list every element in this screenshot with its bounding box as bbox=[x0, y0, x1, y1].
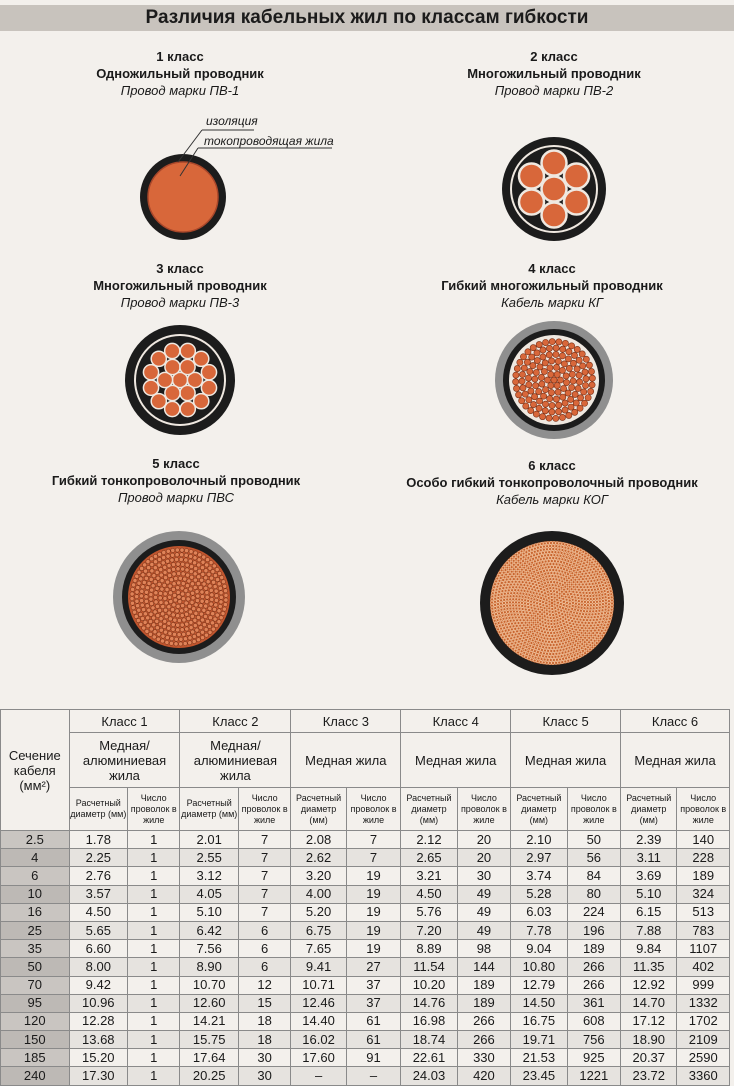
diameter-cell: 17.30 bbox=[69, 1067, 127, 1085]
diameter-cell: 14.50 bbox=[511, 994, 567, 1012]
wire-count-cell: 266 bbox=[567, 976, 620, 994]
diameter-cell: 16.98 bbox=[401, 1012, 457, 1030]
section-cell: 185 bbox=[1, 1049, 70, 1067]
diameter-cell: – bbox=[291, 1067, 346, 1085]
diameter-cell: 4.05 bbox=[180, 885, 238, 903]
diameter-cell: 19.71 bbox=[511, 1031, 567, 1049]
diameter-cell: 12.92 bbox=[621, 976, 677, 994]
table-body bbox=[1, 831, 730, 1086]
class-1-material: Медная/ алюминиевая жила bbox=[69, 733, 180, 788]
section-cell: 95 bbox=[1, 994, 70, 1012]
diameter-cell: 5.10 bbox=[180, 903, 238, 921]
wire-count-cell: 324 bbox=[677, 885, 730, 903]
table-row bbox=[1, 1012, 730, 1030]
wire-count-cell: 30 bbox=[238, 1067, 290, 1085]
wire-count-cell: 228 bbox=[677, 849, 730, 867]
section-cell: 240 bbox=[1, 1067, 70, 1085]
class-5-mark: Провод марки ПВС bbox=[118, 490, 234, 505]
section-cell: 150 bbox=[1, 1031, 70, 1049]
section-cell: 10 bbox=[1, 885, 70, 903]
class-3-diameter-header: Расчетный диаметр (мм) bbox=[291, 788, 346, 831]
wire-count-cell: 1332 bbox=[677, 994, 730, 1012]
insulation-callout: изоляция bbox=[206, 114, 258, 128]
wire-count-cell: 19 bbox=[346, 885, 400, 903]
diameter-cell: 20.37 bbox=[621, 1049, 677, 1067]
diameter-cell: 18.74 bbox=[401, 1031, 457, 1049]
class-5-material: Медная жила bbox=[511, 733, 621, 788]
class-5-header: Класс 5 bbox=[511, 710, 621, 733]
wire-count-cell: 91 bbox=[346, 1049, 400, 1067]
class-2-count-header: Число проволок в жиле bbox=[238, 788, 290, 831]
wire-count-cell: 196 bbox=[567, 921, 620, 939]
wire-count-cell: 361 bbox=[567, 994, 620, 1012]
wire-count-cell: 6 bbox=[238, 921, 290, 939]
wire-count-cell: 1 bbox=[128, 1049, 180, 1067]
diameter-cell: 14.40 bbox=[291, 1012, 346, 1030]
wire-count-cell: 189 bbox=[457, 976, 510, 994]
wire-count-cell: 1 bbox=[128, 994, 180, 1012]
class-2-diameter-header: Расчетный диаметр (мм) bbox=[180, 788, 238, 831]
class-5-caption bbox=[0, 456, 356, 506]
table-row bbox=[1, 867, 730, 885]
diameter-cell: 3.20 bbox=[291, 867, 346, 885]
wire-count-cell: 140 bbox=[677, 831, 730, 849]
class-6-cable-cross-section bbox=[479, 530, 625, 676]
diameter-cell: 12.46 bbox=[291, 994, 346, 1012]
diameter-cell: 10.70 bbox=[180, 976, 238, 994]
diameter-cell: 7.65 bbox=[291, 940, 346, 958]
wire-count-cell: 1 bbox=[128, 976, 180, 994]
wire-count-cell: 37 bbox=[346, 994, 400, 1012]
wire-count-cell: 6 bbox=[238, 958, 290, 976]
class-2-cable-cross-section bbox=[501, 136, 607, 242]
diameter-cell: 6.60 bbox=[69, 940, 127, 958]
diameter-cell: 5.20 bbox=[291, 903, 346, 921]
wire-count-cell: 19 bbox=[346, 867, 400, 885]
class-2-header: Класс 2 bbox=[180, 710, 291, 733]
table-row bbox=[1, 976, 730, 994]
section-cell: 2.5 bbox=[1, 831, 70, 849]
diameter-cell: 23.72 bbox=[621, 1067, 677, 1085]
wire-count-cell: 1 bbox=[128, 921, 180, 939]
diameter-cell: 9.04 bbox=[511, 940, 567, 958]
wire-count-cell: 189 bbox=[567, 940, 620, 958]
diameter-cell: 6.42 bbox=[180, 921, 238, 939]
table-row bbox=[1, 1031, 730, 1049]
diameter-cell: 6.03 bbox=[511, 903, 567, 921]
diameter-cell: 3.69 bbox=[621, 867, 677, 885]
section-cell: 120 bbox=[1, 1012, 70, 1030]
wire-count-cell: 1 bbox=[128, 849, 180, 867]
class-6-diameter-header: Расчетный диаметр (мм) bbox=[621, 788, 677, 831]
diameter-cell: 9.84 bbox=[621, 940, 677, 958]
diameter-cell: 13.68 bbox=[69, 1031, 127, 1049]
diameter-cell: 12.79 bbox=[511, 976, 567, 994]
diameter-cell: 1.78 bbox=[69, 831, 127, 849]
diameter-cell: 2.97 bbox=[511, 849, 567, 867]
class-5-cable-cross-section bbox=[112, 530, 246, 664]
wire-count-cell: 30 bbox=[238, 1049, 290, 1067]
diameter-cell: 14.70 bbox=[621, 994, 677, 1012]
diameter-cell: 7.88 bbox=[621, 921, 677, 939]
class-6-number: 6 класс bbox=[528, 458, 576, 473]
class-5-count-header: Число проволок в жиле bbox=[567, 788, 620, 831]
wire-count-cell: 266 bbox=[457, 1012, 510, 1030]
wire-count-cell: 402 bbox=[677, 958, 730, 976]
wire-count-cell: 19 bbox=[346, 903, 400, 921]
wire-count-cell: 61 bbox=[346, 1012, 400, 1030]
wire-count-cell: 1 bbox=[128, 1067, 180, 1085]
wire-count-cell: 189 bbox=[677, 867, 730, 885]
diameter-cell: 2.65 bbox=[401, 849, 457, 867]
diameter-cell: 10.20 bbox=[401, 976, 457, 994]
class-4-number: 4 класс bbox=[528, 261, 576, 276]
wire-count-cell: 420 bbox=[457, 1067, 510, 1085]
wire-count-cell: 7 bbox=[238, 849, 290, 867]
diameter-cell: 20.25 bbox=[180, 1067, 238, 1085]
table-row bbox=[1, 1049, 730, 1067]
diameter-cell: 2.08 bbox=[291, 831, 346, 849]
class-2-caption bbox=[374, 49, 734, 99]
wire-count-cell: 49 bbox=[457, 921, 510, 939]
wire-count-cell: 49 bbox=[457, 903, 510, 921]
diameter-cell: 3.21 bbox=[401, 867, 457, 885]
wire-count-cell: 7 bbox=[346, 831, 400, 849]
diameter-cell: 2.62 bbox=[291, 849, 346, 867]
table-row bbox=[1, 921, 730, 939]
wire-count-cell: 56 bbox=[567, 849, 620, 867]
diameter-cell: 22.61 bbox=[401, 1049, 457, 1067]
class-2-number: 2 класс bbox=[530, 49, 578, 64]
diameter-cell: 17.12 bbox=[621, 1012, 677, 1030]
class-1-number: 1 класс bbox=[156, 49, 204, 64]
wire-count-cell: 1 bbox=[128, 885, 180, 903]
class-3-mark: Провод марки ПВ-3 bbox=[120, 295, 240, 310]
class-4-caption bbox=[372, 261, 732, 311]
diameter-cell: 4.50 bbox=[401, 885, 457, 903]
wire-count-cell: 20 bbox=[457, 849, 510, 867]
diameter-cell: 2.10 bbox=[511, 831, 567, 849]
diameter-cell: 10.80 bbox=[511, 958, 567, 976]
section-cell: 25 bbox=[1, 921, 70, 939]
wire-count-cell: 266 bbox=[457, 1031, 510, 1049]
wire-count-cell: 19 bbox=[346, 921, 400, 939]
wire-count-cell: 1 bbox=[128, 958, 180, 976]
wire-count-cell: 15 bbox=[238, 994, 290, 1012]
diameter-cell: 12.60 bbox=[180, 994, 238, 1012]
table-row bbox=[1, 994, 730, 1012]
diameter-cell: 6.15 bbox=[621, 903, 677, 921]
class-3-description: Многожильный проводник bbox=[93, 278, 267, 293]
diameter-cell: 11.35 bbox=[621, 958, 677, 976]
wire-count-cell: 3360 bbox=[677, 1067, 730, 1085]
class-6-caption bbox=[372, 458, 732, 508]
wire-count-cell: 1 bbox=[128, 867, 180, 885]
wire-count-cell: 783 bbox=[677, 921, 730, 939]
class-1-mark: Провод марки ПВ-1 bbox=[120, 83, 240, 98]
diameter-cell: 15.75 bbox=[180, 1031, 238, 1049]
wire-count-cell: 7 bbox=[238, 867, 290, 885]
wire-count-cell: 6 bbox=[238, 940, 290, 958]
wire-count-cell: 18 bbox=[238, 1012, 290, 1030]
class-6-count-header: Число проволок в жиле bbox=[677, 788, 730, 831]
diameter-cell: 8.89 bbox=[401, 940, 457, 958]
core-callout: токопроводящая жила bbox=[204, 134, 334, 148]
table-row bbox=[1, 958, 730, 976]
diameter-cell: 6.75 bbox=[291, 921, 346, 939]
diameter-cell: 16.02 bbox=[291, 1031, 346, 1049]
class-1-description: Одножильный проводник bbox=[96, 66, 264, 81]
class-3-header: Класс 3 bbox=[291, 710, 401, 733]
diameter-cell: 7.20 bbox=[401, 921, 457, 939]
table-row bbox=[1, 1067, 730, 1085]
wire-count-cell: 1221 bbox=[567, 1067, 620, 1085]
diameter-cell: 15.20 bbox=[69, 1049, 127, 1067]
diameter-cell: 16.75 bbox=[511, 1012, 567, 1030]
wire-count-cell: 50 bbox=[567, 831, 620, 849]
diameter-cell: 4.00 bbox=[291, 885, 346, 903]
class-6-mark: Кабель марки КОГ bbox=[496, 492, 608, 507]
wire-count-cell: 1 bbox=[128, 940, 180, 958]
cable-spec-table bbox=[0, 709, 730, 1086]
class-3-cable-cross-section bbox=[124, 324, 236, 436]
wire-count-cell: 18 bbox=[238, 1031, 290, 1049]
class-2-mark: Провод марки ПВ-2 bbox=[494, 83, 614, 98]
wire-count-cell: 7 bbox=[238, 831, 290, 849]
class-4-material: Медная жила bbox=[401, 733, 511, 788]
wire-count-cell: 20 bbox=[457, 831, 510, 849]
diameter-cell: 24.03 bbox=[401, 1067, 457, 1085]
wire-count-cell: 2590 bbox=[677, 1049, 730, 1067]
wire-count-cell: 19 bbox=[346, 940, 400, 958]
wire-count-cell: 999 bbox=[677, 976, 730, 994]
class-5-diameter-header: Расчетный диаметр (мм) bbox=[511, 788, 567, 831]
class-5-description: Гибкий тонкопроволочный проводник bbox=[51, 473, 301, 488]
section-cell: 6 bbox=[1, 867, 70, 885]
diameter-cell: 2.55 bbox=[180, 849, 238, 867]
wire-count-cell: 330 bbox=[457, 1049, 510, 1067]
section-cell: 16 bbox=[1, 903, 70, 921]
wire-count-cell: 7 bbox=[238, 885, 290, 903]
wire-count-cell: – bbox=[346, 1067, 400, 1085]
wire-count-cell: 925 bbox=[567, 1049, 620, 1067]
class-4-header: Класс 4 bbox=[401, 710, 511, 733]
class-1-count-header: Число проволок в жиле bbox=[128, 788, 180, 831]
wire-count-cell: 189 bbox=[457, 994, 510, 1012]
class-3-material: Медная жила bbox=[291, 733, 401, 788]
table-row bbox=[1, 940, 730, 958]
diameter-cell: 3.74 bbox=[511, 867, 567, 885]
wire-count-cell: 224 bbox=[567, 903, 620, 921]
diameter-cell: 5.76 bbox=[401, 903, 457, 921]
section-cell: 35 bbox=[1, 940, 70, 958]
class-3-number: 3 класс bbox=[156, 261, 204, 276]
section-cell: 50 bbox=[1, 958, 70, 976]
wire-count-cell: 98 bbox=[457, 940, 510, 958]
wire-count-cell: 37 bbox=[346, 976, 400, 994]
diameter-cell: 7.78 bbox=[511, 921, 567, 939]
wire-count-cell: 61 bbox=[346, 1031, 400, 1049]
diameter-cell: 4.50 bbox=[69, 903, 127, 921]
diameter-cell: 17.64 bbox=[180, 1049, 238, 1067]
diameter-cell: 3.11 bbox=[621, 849, 677, 867]
diameter-cell: 21.53 bbox=[511, 1049, 567, 1067]
table-row bbox=[1, 903, 730, 921]
wire-count-cell: 266 bbox=[567, 958, 620, 976]
diameter-cell: 3.12 bbox=[180, 867, 238, 885]
section-cell: 70 bbox=[1, 976, 70, 994]
wire-count-cell: 2109 bbox=[677, 1031, 730, 1049]
wire-count-cell: 7 bbox=[238, 903, 290, 921]
class-2-description: Многожильный проводник bbox=[467, 66, 641, 81]
diameter-cell: 5.28 bbox=[511, 885, 567, 903]
class-1-header: Класс 1 bbox=[69, 710, 180, 733]
wire-count-cell: 27 bbox=[346, 958, 400, 976]
wire-count-cell: 49 bbox=[457, 885, 510, 903]
wire-count-cell: 7 bbox=[346, 849, 400, 867]
diameter-cell: 14.76 bbox=[401, 994, 457, 1012]
class-3-caption bbox=[0, 261, 360, 311]
class-6-material: Медная жила bbox=[621, 733, 730, 788]
wire-count-cell: 1 bbox=[128, 1031, 180, 1049]
class-4-diameter-header: Расчетный диаметр (мм) bbox=[401, 788, 457, 831]
diameter-cell: 9.41 bbox=[291, 958, 346, 976]
diameter-cell: 12.28 bbox=[69, 1012, 127, 1030]
diameter-cell: 8.90 bbox=[180, 958, 238, 976]
diameter-cell: 2.39 bbox=[621, 831, 677, 849]
diameter-cell: 2.12 bbox=[401, 831, 457, 849]
wire-count-cell: 30 bbox=[457, 867, 510, 885]
wire-count-cell: 513 bbox=[677, 903, 730, 921]
diameter-cell: 10.96 bbox=[69, 994, 127, 1012]
wire-count-cell: 1107 bbox=[677, 940, 730, 958]
class-2-material: Медная/ алюминиевая жила bbox=[180, 733, 291, 788]
table-row bbox=[1, 849, 730, 867]
wire-count-cell: 80 bbox=[567, 885, 620, 903]
class-4-description: Гибкий многожильный проводник bbox=[441, 278, 663, 293]
diameter-cell: 17.60 bbox=[291, 1049, 346, 1067]
class-1-caption bbox=[0, 49, 360, 99]
diameter-cell: 7.56 bbox=[180, 940, 238, 958]
table-row bbox=[1, 831, 730, 849]
section-header: Сечение кабеля (мм²) bbox=[1, 710, 70, 831]
diameter-cell: 9.42 bbox=[69, 976, 127, 994]
class-4-mark: Кабель марки КГ bbox=[501, 295, 603, 310]
class-6-header: Класс 6 bbox=[621, 710, 730, 733]
diameter-cell: 8.00 bbox=[69, 958, 127, 976]
diameter-cell: 18.90 bbox=[621, 1031, 677, 1049]
diameter-cell: 2.25 bbox=[69, 849, 127, 867]
diameter-cell: 5.65 bbox=[69, 921, 127, 939]
diameter-cell: 11.54 bbox=[401, 958, 457, 976]
diameter-cell: 5.10 bbox=[621, 885, 677, 903]
class-3-count-header: Число проволок в жиле bbox=[346, 788, 400, 831]
diameter-cell: 14.21 bbox=[180, 1012, 238, 1030]
diameter-cell: 3.57 bbox=[69, 885, 127, 903]
wire-count-cell: 144 bbox=[457, 958, 510, 976]
class-1-diameter-header: Расчетный диаметр (мм) bbox=[69, 788, 127, 831]
wire-count-cell: 1 bbox=[128, 1012, 180, 1030]
class-1-callout-lines bbox=[170, 118, 340, 188]
wire-count-cell: 84 bbox=[567, 867, 620, 885]
diameter-cell: 23.45 bbox=[511, 1067, 567, 1085]
class-4-count-header: Число проволок в жиле bbox=[457, 788, 510, 831]
diameter-cell: 2.01 bbox=[180, 831, 238, 849]
class-4-cable-cross-section bbox=[494, 320, 614, 440]
wire-count-cell: 1 bbox=[128, 903, 180, 921]
wire-count-cell: 756 bbox=[567, 1031, 620, 1049]
diameter-cell: 2.76 bbox=[69, 867, 127, 885]
class-6-description: Особо гибкий тонкопроволочный проводник bbox=[406, 475, 698, 490]
page-title: Различия кабельных жил по классам гибкости bbox=[0, 5, 734, 31]
wire-count-cell: 1702 bbox=[677, 1012, 730, 1030]
class-5-number: 5 класс bbox=[152, 456, 200, 471]
wire-count-cell: 12 bbox=[238, 976, 290, 994]
diameter-cell: 10.71 bbox=[291, 976, 346, 994]
table-row bbox=[1, 885, 730, 903]
section-cell: 4 bbox=[1, 849, 70, 867]
wire-count-cell: 608 bbox=[567, 1012, 620, 1030]
wire-count-cell: 1 bbox=[128, 831, 180, 849]
